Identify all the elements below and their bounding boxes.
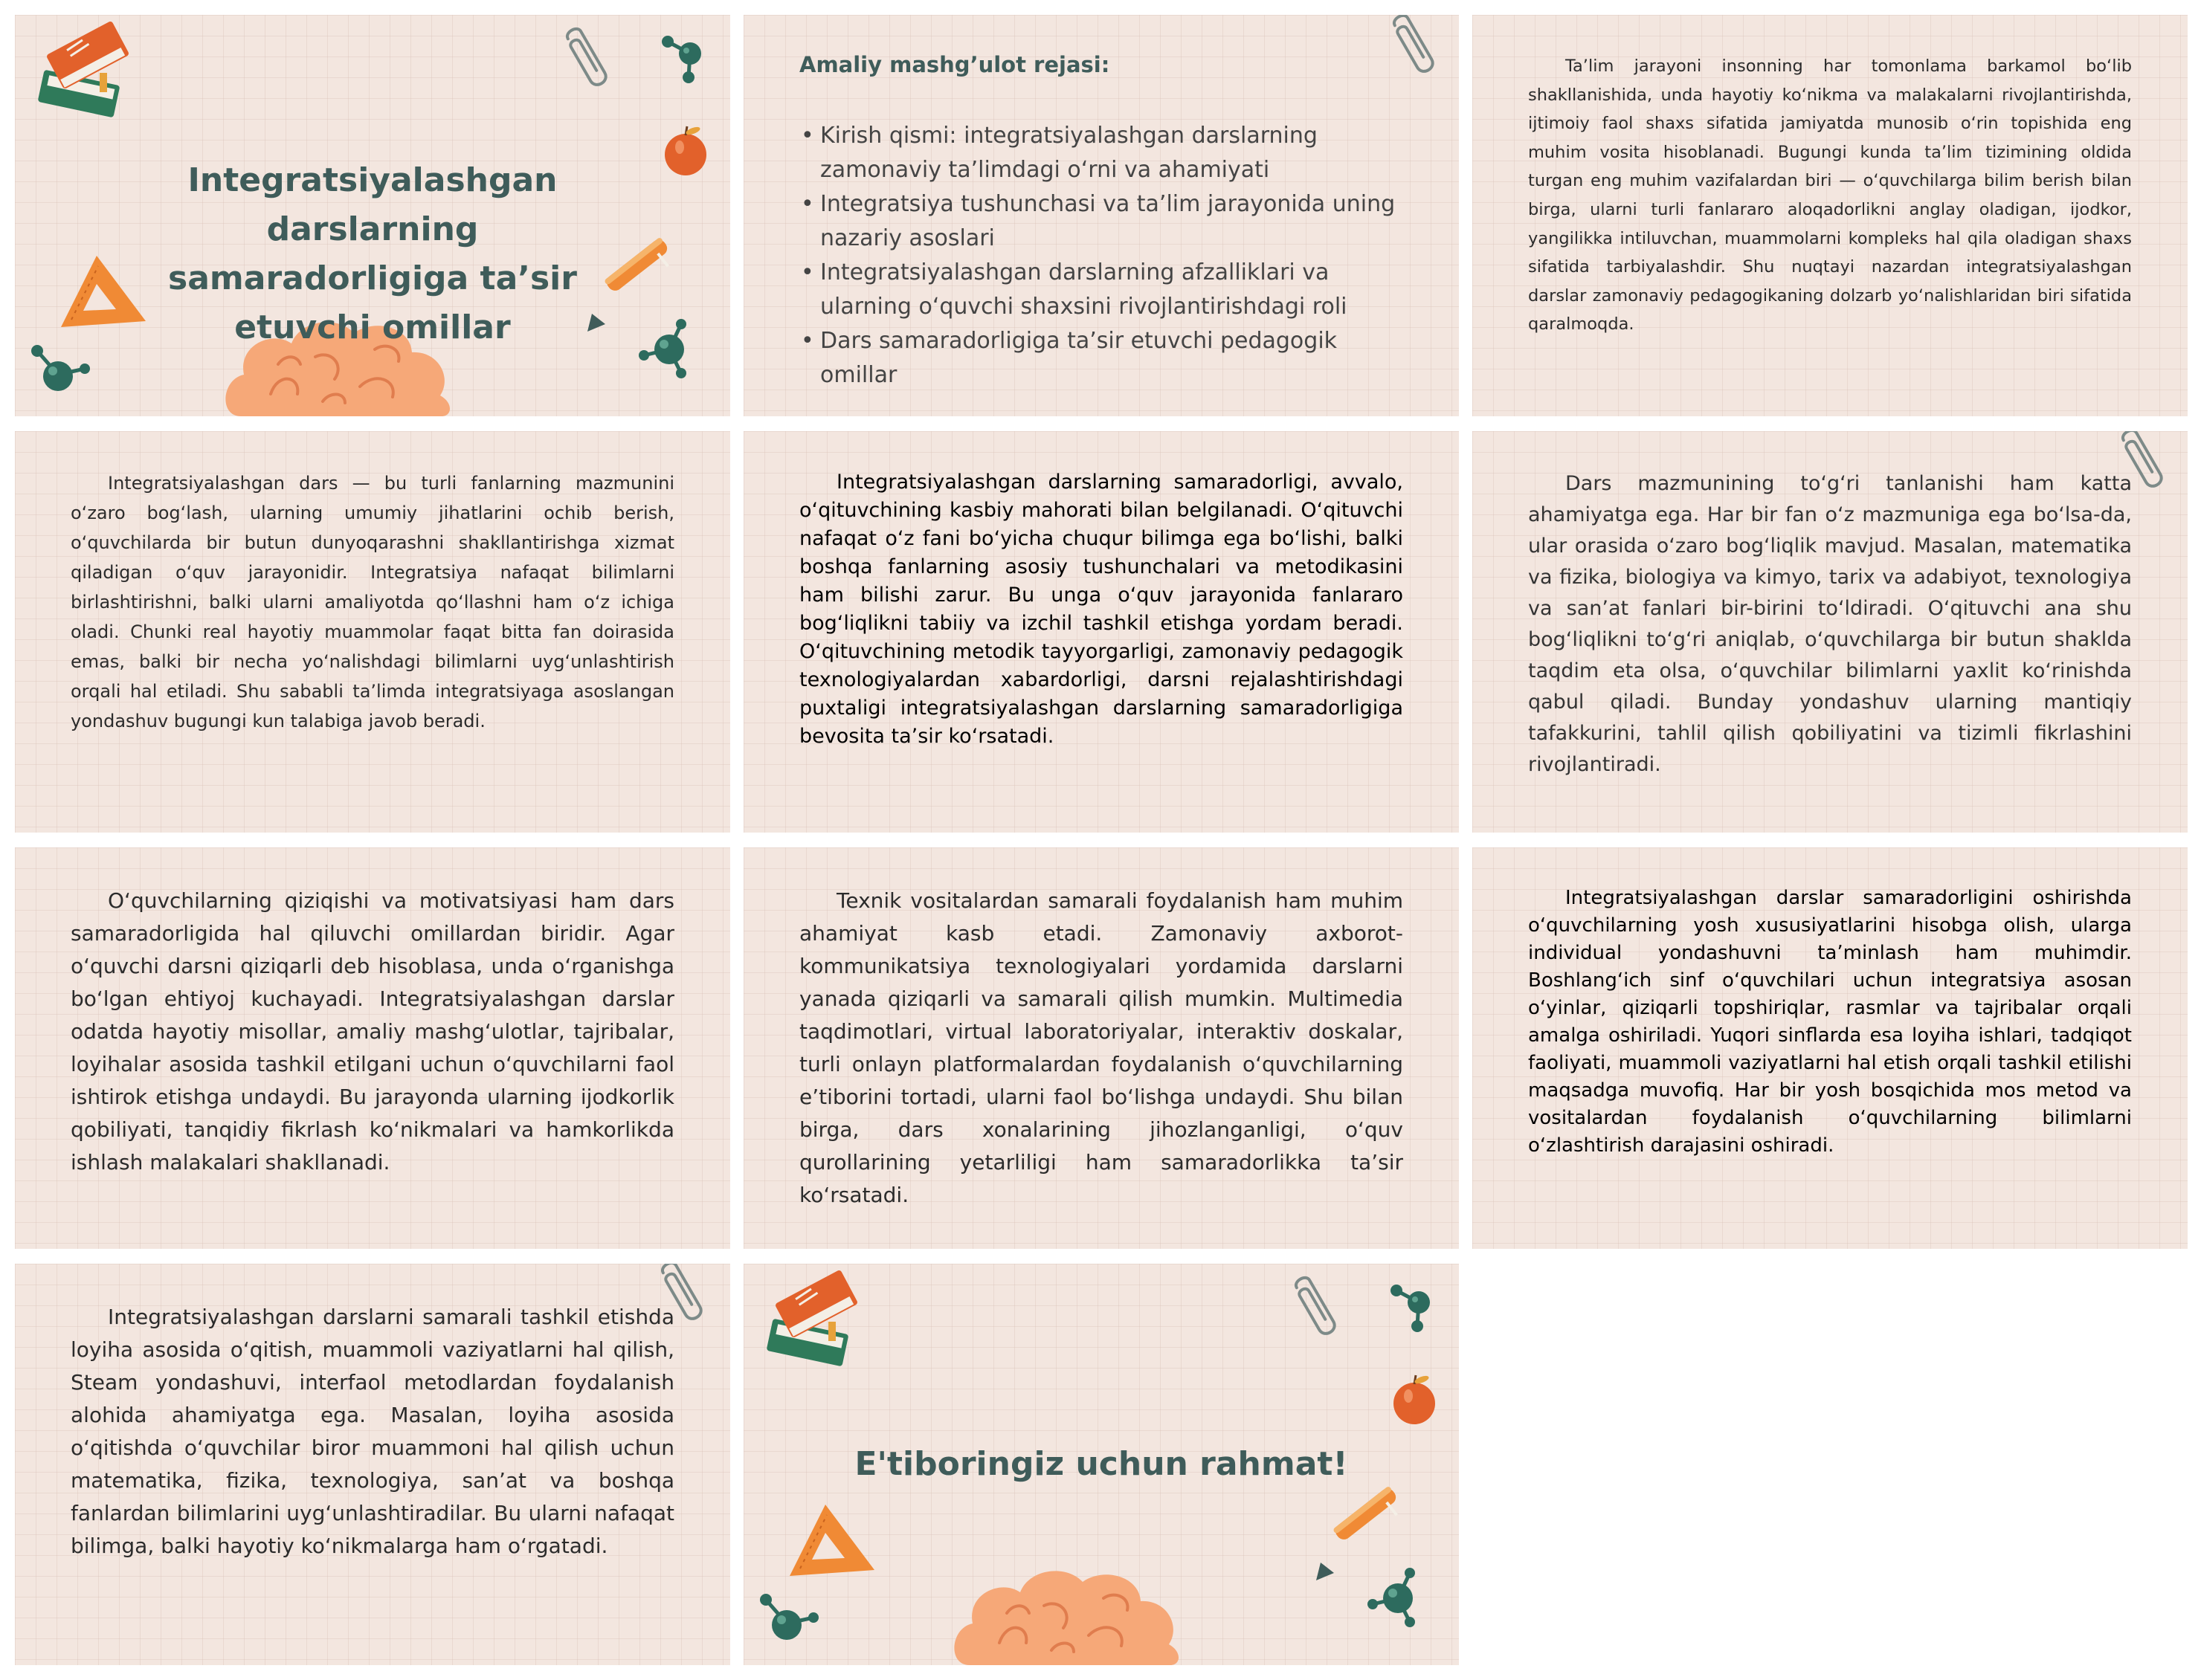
slide-text-5 xyxy=(744,431,1459,833)
paragraph: Integratsiyalashgan darslarning samaradorligi, avvalo, o‘qituvchining kasbiy mahorati bilan belgilanadi. O‘qituvchi nafaqat o‘z fani bo‘yicha chuqur bilimga ega bo‘lishi, balki boshqa fanlarning asosiy tushunchalari va metodikasini ham bilishi zarur. Bu unga o‘quv jarayonida fanlararo bog‘liqlikni tabiiy va izchil tashkil etishga yordam beradi. O‘qituvchining metodik tayyorgarligi, zamonaviy pedagogik texnologiyalardan xabardorligi, darsni rejalashtirishdagi puxtaligi integratsiyalashgan darslarning samaradorligiga bevosita ta’sir ko‘rsatadi. xyxy=(799,471,1403,748)
slide-text-10 xyxy=(15,1264,730,1665)
paperclip-icon xyxy=(1386,15,1446,83)
paragraph: Integratsiyalashgan dars — bu turli fanlarning mazmunini o‘zaro bog‘lash, ularning umumiy jihatlarini ochib berish, o‘quvchilarda bir butun dunyoqarashni shakllantirishga xizmat qiladigan o‘quv jarayonidir. Integratsiya nafaqat bilimlarni birlashtirishni, balki ularni amaliyotda qo‘llashni ham o‘z ichiga oladi. Chunki real hayotiy muammolar faqat bitta fan doirasida emas, balki bir necha yo‘nalishdagi bilimlarni uyg‘unlashtirish orqali hal etiladi. Shu sababli ta’limda integratsiyaga asoslangan yondashuv bugungi kun talabiga javob beradi. xyxy=(71,473,674,731)
molecule-icon xyxy=(638,321,697,388)
slide-text-4 xyxy=(15,431,730,833)
paragraph: O‘quvchilarning qiziqishi va motivatsiyasi ham dars samaradorligida hal qiluvchi omillardan biridir. Agar o‘quvchi darsni qiziqarli deb hisoblasa, unda o‘rganishga bo‘lgan ehtiyoj kuchayadi. Integratsiyalashgan darslar odatda hayotiy misollar, amaliy mashg‘ulotlar, tajribalar, loyihalar asosida tashkil etilgani uchun o‘quvchilarni faol ishtirok etishga undaydi. Bu jarayonda ularning ijodkorlik qobiliyati, tanqidiy fikrlash ko‘nikmalari va hamkorlikda ishlash malakalari shakllanadi. xyxy=(71,888,674,1175)
thanks-title: E'tiboringiz uchun rahmat! xyxy=(854,1445,1348,1483)
molecule-icon xyxy=(31,345,113,412)
molecule-icon xyxy=(760,1594,842,1661)
slide-text-7 xyxy=(15,847,730,1249)
paragraph: Integratsiyalashgan darslarni samarali tashkil etishda loyiha asosida o‘qitish, muammoli vaziyatlarni hal qilish, Steam yondashuvi, interfaol metodlardan foydalanish alohida ahamiyatga ega. Masalan, loyiha asosida o‘qitishda o‘quvchilar biror muammoni hal qilish uchun matematika, fizika, texnologiya, san’at va boshqa fanlardan bilimlarini uyg‘unlashtiradilar. Bu ularni nafaqat bilimga, balki hayotiy ko‘nikmalarga ham o‘rgatadi. xyxy=(71,1305,674,1558)
book-stack-icon xyxy=(766,1283,870,1380)
triangle-ruler-icon xyxy=(785,1502,882,1583)
slide-text-9 xyxy=(1472,847,2188,1249)
paperclip-icon xyxy=(559,24,619,97)
paragraph: Dars mazmunining to‘g‘ri tanlanishi ham katta ahamiyatga ega. Har bir fan o‘z mazmuniga ega bo‘lsa-da, ular orasida o‘zaro bog‘liqlik mavjud. Masalan, matematika va fizika, biologiya va kimyo, tarix va adabiyot, texnologiya va san’at fanlari bir-birini to‘ldiradi. O‘qituvchi ana shu bog‘liqlikni to‘g‘ri aniqlab, o‘quvchilarga bir butun shaklda taqdim eta olsa, o‘quvchilar bilimlarni yaxlit ko‘rinishda qabul qiladi. Bunday yondashuv ularning mantiqiy tafakkurini, tahlil qilish qobiliyatini va tizimli fikrlashini rivojlantiradi. xyxy=(1528,472,2132,776)
plan-heading: Amaliy mashg’ulot rejasi: xyxy=(799,52,1110,77)
slide-text-3 xyxy=(1472,15,2188,416)
brain-icon xyxy=(955,1554,1185,1665)
apple-icon xyxy=(1392,1375,1440,1427)
list-item: • Dars samaradorligiga ta’sir etuvchi pedagogik omillar xyxy=(801,328,1338,388)
slide-thanks xyxy=(744,1264,1459,1665)
molecule-icon xyxy=(1367,1570,1426,1637)
slide-title-text: Integratsiyalashgan darslarning samaradorligiga ta’sir etuvchi omillar xyxy=(168,161,577,346)
apple-icon xyxy=(663,126,711,178)
slide-text-6 xyxy=(1472,431,2188,833)
book-stack-icon xyxy=(37,34,141,131)
plan-list xyxy=(799,119,1399,392)
paragraph: Texnik vositalardan samarali foydalanish ham muhim ahamiyat kasb etadi. Zamonaviy axborot-kommunikatsiya texnologiyalari yordamida darslarni yanada qiziqarli va samarali qilish mumkin. Multimedia taqdimotlari, virtual laboratoriyalar, interaktiv doskalar, turli onlayn platformalardan foydalanish o‘quvchilarning e’tiborini tortadi, ularni faol bo‘lishga undaydi. Shu bilan birga, dars xonalarining jihozlanganligi, o‘quv qurollarining yetarliligi ham samaradorlikka ta’sir ko‘rsatadi. xyxy=(799,888,1403,1207)
slide-plan xyxy=(744,15,1459,416)
paragraph: Ta’lim jarayoni insonning har tomonlama barkamol bo‘lib shakllanishida, unda hayotiy ko‘nikma va malakalarni rivojlantirishda, ijtimoiy faol shaxs sifatida jamiyatda munosib o‘rin topishida eng muhim vosita hisoblanadi. Bugungi kunda ta’lim tizimining oldida turgan eng muhim vazifalardan biri — o‘quvchilarga bilim berish bilan birga, ularni turli fanlararo aloqadorlikni anglay oladigan, ijodkor, yangilikka intiluvchan, muammolarni kompleks hal qila oladigan shaxs sifatida tarbiyalashdir. Shu nuqtayi nazardan integratsiyalashgan darslar zamonaviy pedagogikaning dolzarb yo‘nalishlaridan biri sifatida qaralmoqda. xyxy=(1528,56,2132,335)
molecule-icon xyxy=(653,31,705,91)
list-item: • Integratsiyalashgan darslarning afzalliklari va ularning o‘quvchi shaxsini rivojlantirishdagi roli xyxy=(801,259,1347,320)
paragraph: Integratsiyalashgan darslar samaradorligini oshirishda o‘quvchilarning yosh xususiyatlarini hisobga olish, ularga individual yondashuvni ta’minlash ham muhimdir. Boshlang‘ich sinf o‘quvchilari uchun integratsiya asosan o‘yinlar, qiziqarli topshiriqlar, rasmlar va tajribalar orqali amalga oshiriladi. Yuqori sinflarda esa loyiha ishlari, tadqiqot faoliyati, muammoli vaziyatlarni hal etish orqali tashkil etilishi maqsadga muvofiq. Har bir yosh bosqichida mos metod va vositalardan foydalanish o‘quvchilarning bilimlarni o‘zlashtirish darajasini oshiradi. xyxy=(1528,887,2132,1157)
list-item: • Integratsiya tushunchasi va ta’lim jarayonida uning nazariy asoslari xyxy=(801,191,1396,251)
paperclip-icon xyxy=(1288,1273,1347,1345)
slide-text-8 xyxy=(744,847,1459,1249)
molecule-icon xyxy=(1382,1280,1434,1340)
slide-title xyxy=(15,15,730,416)
list-item: • Kirish qismi: integratsiyalashgan darslarning zamonaviy ta’limdagi o‘rni va ahamiyati xyxy=(801,123,1318,183)
